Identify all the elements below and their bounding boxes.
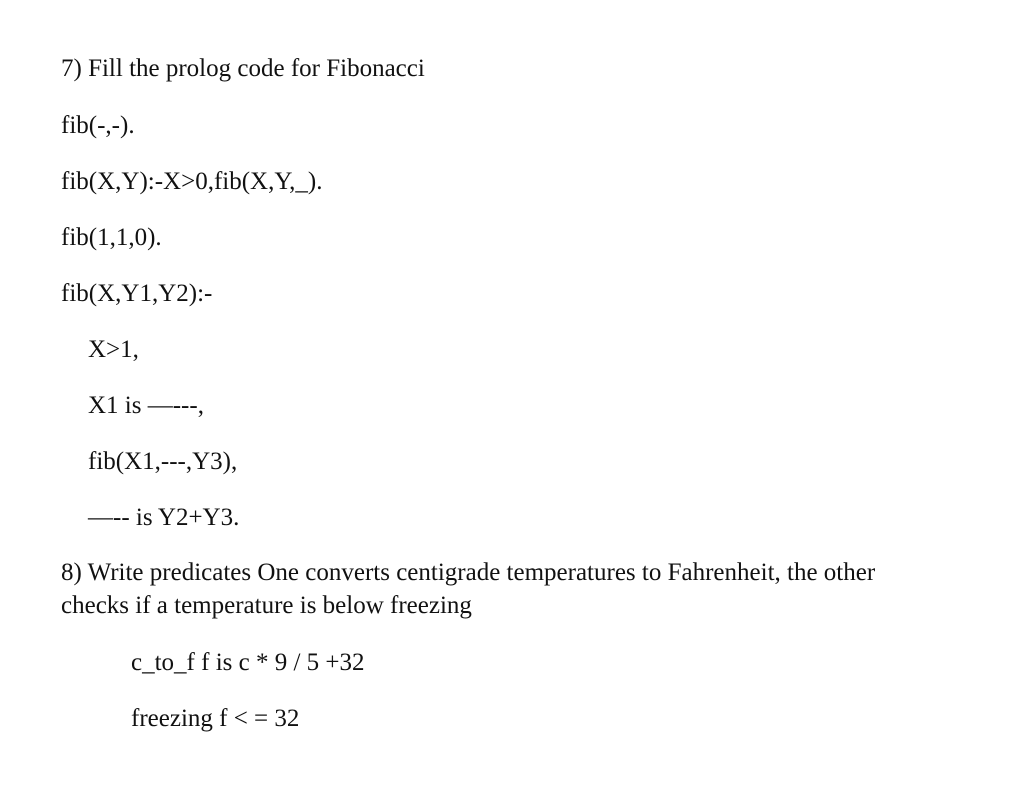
code-line: fib(-,-).: [61, 112, 135, 139]
question-8-heading-line2: checks if a temperature is below freezing: [61, 592, 472, 619]
code-line: freezing f < = 32: [131, 705, 300, 732]
question-8-heading-line1: 8) Write predicates One converts centigrade temperatures to Fahrenheit, the other: [61, 559, 876, 586]
code-line: X1 is —---,: [88, 392, 204, 419]
code-line: fib(1,1,0).: [61, 224, 162, 251]
code-line: fib(X1,---,Y3),: [88, 448, 238, 475]
code-line: fib(X,Y):-X>0,fib(X,Y,_).: [61, 168, 323, 195]
question-7-heading: 7) Fill the prolog code for Fibonacci: [61, 55, 425, 82]
code-line: —-- is Y2+Y3.: [88, 504, 240, 531]
code-line: X>1,: [88, 336, 139, 363]
code-line: fib(X,Y1,Y2):-: [61, 280, 213, 307]
code-line: c_to_f f is c * 9 / 5 +32: [131, 649, 365, 676]
